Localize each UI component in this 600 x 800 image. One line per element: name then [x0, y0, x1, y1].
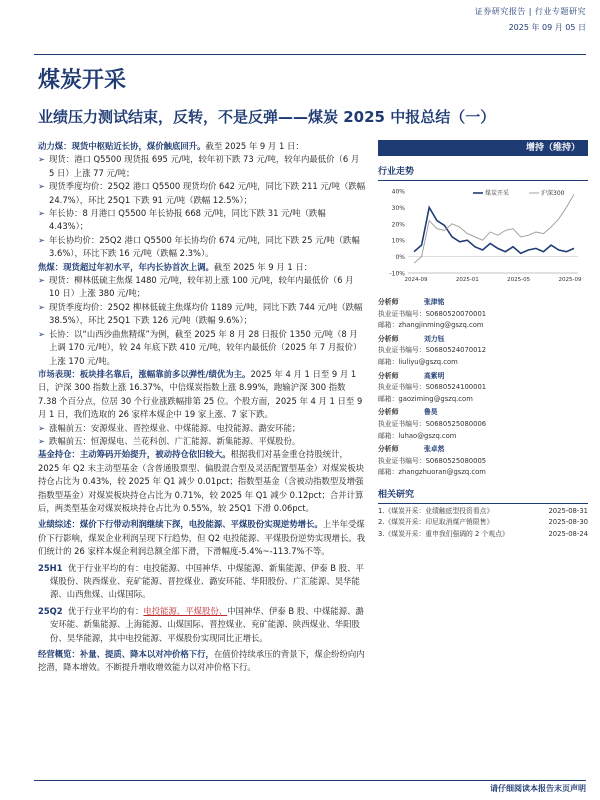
- related-text: 2.《煤炭开采：印尼取消煤产销限售》: [378, 518, 494, 527]
- cert-label: 执业证书编号：: [378, 309, 426, 318]
- paragraph-body: 上半年受煤价下行影响，煤炭企业利润呈现下行趋势，但 Q2 电投能源、平煤股份逆势实现增长。我们统计的 26 家样本煤企利润总额全部下滑，下滑幅度-5.4%~-113.7%不等。: [38, 519, 366, 557]
- item-text: 优于行业平均的有：电投能源、中国神华、中煤能源、新集能源、伊泰 B 股、平煤股份、陕西煤业、兖矿能源、晋控煤业、潞安环能、华阳股份、广汇能源、昊华能源、山西焦煤、山煤国际。: [50, 562, 364, 600]
- report-title: 业绩压力测试结束，反转，不是反弹——煤炭 2025 中报总结（一）: [38, 108, 496, 126]
- paragraph-tail: 截至 2025 年 9 月 1 日：: [205, 141, 304, 151]
- paragraph-head: 动力煤：现货中枢贴近长协，煤价触底回升。: [38, 141, 206, 151]
- paragraph-body: 2025 年 4 月 1 日至 9 月 1 日，沪深 300 指数上涨 16.37%，中信煤炭指数上涨 8.99%，跑输沪深 300 指数 7.38 个百分点，位居 30 个行业涨跌幅排第 25 位。个股方面，2025 年 4 月 1 日至 9 月 1 日，我们选取的 26 家样本煤企中 19 家上涨、7 家下跌。: [38, 368, 363, 420]
- analyst-role: 分析师: [378, 371, 399, 380]
- bullet-text: 现货：柳林低硫主焦煤 1480 元/吨，较年初上涨 100 元/吨，较年内最低价（6 月 10 日）上涨 380 元/吨；: [49, 275, 354, 299]
- list-item: [38, 562, 366, 602]
- bullet: [38, 180, 366, 207]
- y-tick-label: 30%: [391, 204, 405, 212]
- bullet-icon: ➢: [38, 275, 46, 286]
- paragraph-coking-coal: [38, 261, 366, 274]
- report-header: [475, 6, 586, 33]
- y-tick-label: 10%: [391, 237, 405, 245]
- bullet-text: 年长协均价：25Q2 港口 Q5500 年长协均价 674 元/吨，同比下跌 25 元/吨（跌幅 3.6%），环比下跌 16 元/吨（跌幅 2.3%）。: [49, 234, 360, 259]
- related-date: 2025-08-24: [548, 529, 588, 538]
- paragraph-head: 基金持仓：主动筹码开始提升，被动持仓依旧较大。: [38, 449, 231, 460]
- analyst-card: [378, 407, 588, 442]
- cert-label: 执业证书编号：: [378, 419, 426, 428]
- trend-title: 行业走势: [378, 164, 588, 181]
- bullet-icon: ➢: [38, 301, 46, 312]
- cert-label: 执业证书编号：: [378, 456, 426, 465]
- analyst-role: 分析师: [378, 408, 399, 417]
- item-text: 优于行业平均的有：: [68, 605, 144, 616]
- paragraph-fund-holdings: [38, 448, 366, 515]
- list-item: [38, 605, 366, 645]
- report-body: [38, 140, 366, 675]
- related-item[interactable]: [378, 517, 588, 529]
- x-tick-label: 2025-01: [455, 277, 479, 283]
- y-tick-label: -10%: [389, 270, 405, 278]
- bullet: [38, 301, 366, 328]
- bullet-icon: ➢: [38, 154, 46, 165]
- analyst-cert: S0680524100001: [425, 383, 487, 392]
- analyst-email[interactable]: zhangzhuoran@gszq.com: [398, 468, 486, 477]
- paragraph-thermal-coal: [38, 140, 366, 153]
- bullet-text: 涨幅前五：安源煤业、晋控煤业、中煤能源、电投能源、潞安环能；: [49, 422, 301, 433]
- paragraph-operations: [38, 648, 366, 675]
- x-tick-label: 2024-09: [404, 277, 428, 283]
- bullet-icon: ➢: [38, 328, 46, 339]
- related-item[interactable]: [378, 529, 588, 541]
- item-marker: 25H1: [38, 562, 63, 573]
- bullet: [38, 274, 366, 301]
- analyst-name: 张津铭: [424, 298, 445, 306]
- email-label: 邮箱：: [378, 468, 399, 477]
- related-list: [378, 506, 588, 541]
- analyst-email[interactable]: zhangjinming@gszq.com: [398, 321, 484, 330]
- bullet-icon: ➢: [38, 181, 46, 192]
- cert-label: 执业证书编号：: [378, 383, 426, 392]
- sidebar: [378, 140, 588, 540]
- bullet: [38, 234, 366, 261]
- paragraph-tail: 截至 2025 年 9 月 1 日：: [213, 261, 313, 272]
- analyst-cert: S0680520070001: [425, 309, 487, 318]
- bullet: [38, 435, 366, 448]
- footer-divider: [34, 780, 586, 781]
- trend-chart-svg: [378, 185, 588, 291]
- analyst-email[interactable]: liuliyu@gszq.com: [398, 357, 458, 366]
- analyst-name: 刘力钰: [424, 334, 445, 343]
- related-date: 2025-08-31: [548, 506, 588, 515]
- analyst-cert: S0680525080005: [425, 456, 487, 465]
- paragraph-head: 焦煤：现货超过年初水平，年内长协首次上调。: [38, 261, 214, 272]
- bullet-text: 年长协：8 月港口 Q5500 年长协报 668 元/吨，同比下跌 31 元/吨（跌幅 4.43%）；: [49, 208, 326, 232]
- bullet: [38, 328, 366, 368]
- y-tick-label: 0%: [395, 254, 405, 262]
- analyst-email[interactable]: luhao@gszq.com: [398, 431, 457, 440]
- email-label: 邮箱：: [378, 321, 399, 330]
- analyst-name: 高紫明: [424, 371, 445, 380]
- item-marker: 25Q2: [38, 605, 63, 616]
- paragraph-head: 经营概览：补量、提质、降本以对冲价格下行，: [38, 649, 214, 660]
- item-text-tail: 中国神华、伊泰 B 股、中煤能源、潞安环能、新集能源、上海能源、山煤国际、晋控煤业、兖矿能源、陕西煤业、华阳股份、昊华能源，其中电投能源、平煤股份实现同比正增长。: [50, 605, 364, 643]
- bullet-text: 跌幅前五：恒源煤电、兰花科创、广汇能源、新集能源、平煤股份。: [49, 435, 301, 446]
- series-line-coal: [414, 207, 574, 253]
- analyst-card: [378, 444, 588, 479]
- analyst-list: [378, 297, 588, 479]
- related-item[interactable]: [378, 506, 588, 518]
- analyst-role: 分析师: [378, 445, 399, 454]
- email-label: 邮箱：: [378, 394, 399, 403]
- bullet-text: 现货季度均价：25Q2 港口 Q5500 现货均价 642 元/吨，同比下跌 211 元/吨（跌幅 24.7%），环比 25Q1 下跌 91 元/吨（跌幅 12.5%）；: [49, 181, 366, 205]
- email-label: 邮箱：: [378, 431, 399, 440]
- paragraph-body: 在值价持续承压的背景下，煤企纷纷向内挖潜，降本增效。不断提升增收增效能力以对冲价格下行。: [38, 649, 365, 673]
- paragraph-earnings: [38, 518, 366, 558]
- analyst-name: 张卓然: [424, 445, 445, 454]
- paragraph-head: 业绩综述：煤价下行带动利润继续下探，电投能源、平煤股份实现逆势增长。: [38, 519, 323, 530]
- paragraph-body: 根据我们对基金重仓持股统计，2025 年 Q2 末主动型基金（含普通股票型、偏股混合型及灵活配置型基金）对煤炭板块持仓占比为 0.43%，较 2025 年 Q1 减少 0.01pct；指数型基金（含被动指数型及增强指数型基金）对煤炭板块持仓占比为 0.71%，较 2025 年 Q1 减少 0.12pct；合并计算后，两类型基金对煤炭板块持仓占比为 0.55%，较 25Q1 下滑 0.06pct。: [38, 449, 364, 513]
- report-type: 证券研究报告 | 行业专题研究: [474, 7, 586, 16]
- x-tick-label: 2025-05: [507, 277, 531, 283]
- bullet: [38, 207, 366, 234]
- x-tick-label: 2025-09: [558, 277, 582, 283]
- analyst-card: [378, 297, 588, 332]
- legend-label: 煤炭开采: [485, 190, 510, 197]
- email-label: 邮箱：: [378, 357, 399, 366]
- legend-label: 沪深300: [541, 190, 565, 197]
- related-date: 2025-08-30: [548, 518, 588, 527]
- related-title: 相关研究: [378, 487, 588, 504]
- rating-badge: 增持（维持）: [378, 140, 588, 156]
- analyst-card: [378, 334, 588, 369]
- paragraph-head: 市场表现：板块排名靠后，涨幅靠前多以弹性/绩优为主。: [38, 368, 251, 379]
- analyst-role: 分析师: [378, 334, 399, 343]
- analyst-card: [378, 371, 588, 406]
- analyst-role: 分析师: [378, 298, 399, 306]
- related-text: 3.《煤炭开采：重申我们强调的 2 个观点》: [378, 529, 509, 538]
- bullet: [38, 422, 366, 435]
- bullet-icon: ➢: [38, 422, 46, 433]
- analyst-cert: S0680524070012: [425, 346, 487, 355]
- bullet-icon: ➢: [38, 208, 46, 219]
- trend-chart: [378, 185, 588, 295]
- cert-label: 执业证书编号：: [378, 346, 426, 355]
- y-tick-label: 20%: [391, 221, 405, 229]
- y-tick-label: 40%: [391, 188, 405, 196]
- bullet-text: 现货：港口 Q5500 现货报 695 元/吨，较年初下跌 73 元/吨，较年内最低价（6 月 5 日）上涨 77 元/吨；: [49, 154, 360, 178]
- bullet-text: 长协：以“山西沙曲焦精煤”为例，截至 2025 年 8 月 28 日报价 1350 元/吨（8 月上调 170 元/吨），较 24 年底下跌 410 元/吨，较年内最低价（2025 年 7 月报价）上涨 170 元/吨。: [49, 328, 362, 366]
- related-text: 1.《煤炭开采：业绩触底型投资看点》: [378, 506, 494, 515]
- bullet-text: 现货季度均价：25Q2 柳林低硫主焦煤均价 1189 元/吨，同比下跌 744 元/吨（跌幅 38.5%），环比 25Q1 下跌 126 元/吨（跌幅 9.6%）；: [49, 301, 363, 326]
- header-divider: [34, 54, 586, 55]
- item-highlight: 电投能源、平煤股份、: [143, 605, 228, 616]
- bullet: [38, 153, 366, 180]
- footer-disclaimer: 请仔细阅读本报告末页声明: [490, 784, 586, 793]
- bullet-icon: ➢: [38, 234, 46, 245]
- paragraph-market: [38, 368, 366, 422]
- report-date: 2025 年 09 月 05 日: [508, 23, 586, 32]
- series-line-csi300: [414, 194, 574, 263]
- sector-name: 煤炭开采: [38, 67, 127, 93]
- analyst-cert: S0680525080006: [425, 419, 487, 428]
- analyst-email[interactable]: gaoziming@gszq.com: [398, 394, 473, 403]
- analyst-name: 鲁昊: [424, 408, 438, 417]
- bullet-icon: ➢: [38, 435, 46, 446]
